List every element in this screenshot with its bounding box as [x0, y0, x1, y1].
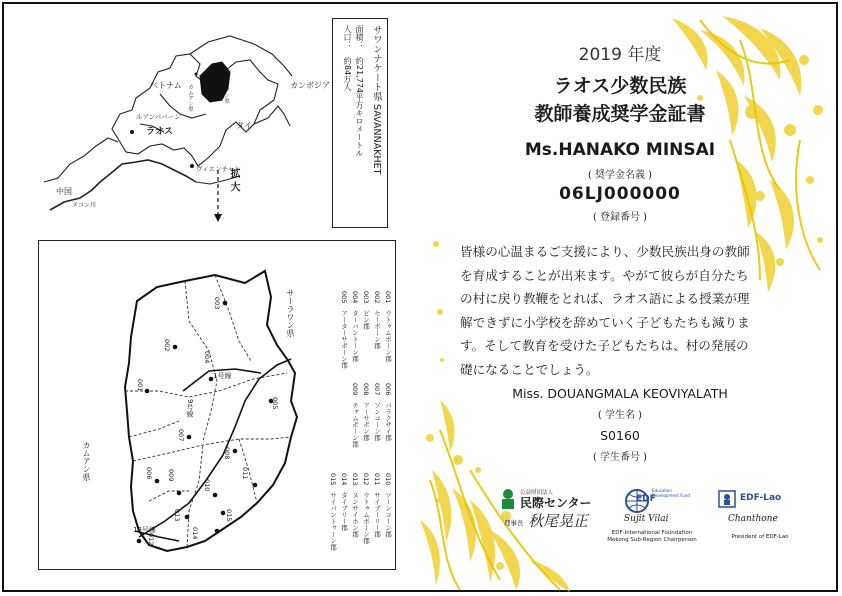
legend-014: 014 タイブリー郡 — [340, 473, 348, 531]
legend-013: 013 ヌンサイホン郡 — [351, 473, 359, 538]
legend-015: 015 サイパントゥーン郡 — [329, 473, 337, 551]
province-area: 面積： 約21,774平方キロメートル — [355, 25, 364, 157]
district-legend — [301, 291, 393, 561]
cert-title-1: ラオス少数民族 — [553, 75, 687, 97]
message-line: 礎になることでしょう。 — [460, 361, 599, 377]
label-luang: ルアンパバーン — [136, 113, 181, 121]
org1-signature: 秋尾晃正 — [528, 512, 589, 530]
student-name-caption: ( 学生名 ) — [597, 410, 643, 421]
minsai-logo-icon — [498, 488, 518, 510]
org1-small: 公益財団法人 — [520, 490, 554, 496]
district-007: 007 — [177, 429, 185, 442]
org2-caption-2: Mekong Sub-Region Chairperson — [607, 537, 697, 543]
label-thai: タイ — [236, 121, 252, 130]
district-008: 008 — [223, 447, 231, 460]
label-route9: 9号線 — [186, 399, 194, 418]
label-saravan: サーラワン県 — [286, 289, 295, 337]
org2-logo-sub: Education Development Fund — [652, 488, 690, 498]
district-001: 001 — [136, 379, 144, 392]
legend-011: 011 サイブーリー郡 — [373, 473, 381, 538]
district-012: 012 — [147, 533, 155, 546]
org3-signature: Chanthone — [728, 514, 778, 524]
cert-year-suffix: 年度 — [627, 45, 662, 65]
sponsor-caption: ( 奨学金名義 ) — [587, 170, 653, 181]
legend-009: 009 チャムポーン郡 — [351, 383, 359, 448]
province-info-box — [332, 18, 388, 228]
message-line: 皆様の心温まるご支援により、少数民族出身の教師 — [460, 244, 750, 259]
legend-007: 007 ソンコーン郡 — [373, 383, 381, 441]
org3-logo: EDF-Lao — [740, 493, 782, 503]
district-003: 003 — [213, 297, 221, 310]
label-cambodia: カンボジア — [290, 81, 330, 90]
org-edf — [606, 488, 698, 548]
org2-caption-1: EDF-International Foundation — [611, 530, 693, 536]
registration-caption: ( 登録番号 ) — [592, 212, 648, 223]
legend-010: 010 ソーンコーン郡 — [384, 473, 392, 538]
legend-012: 012 ウトゥムポーン郡 — [362, 473, 370, 544]
org2-signature: Sujit Vilai — [624, 514, 669, 524]
district-002: 002 — [163, 339, 171, 352]
district-011: 011 — [241, 467, 249, 480]
legend-006: 006 パラクサイ郡 — [384, 383, 392, 441]
label-khammouane-small: カムアン県 — [187, 84, 193, 112]
label-vientiane: ヴィエンチャン — [196, 165, 241, 173]
overview-map — [40, 14, 325, 224]
district-006: 006 — [145, 467, 153, 480]
detail-map-box — [38, 240, 396, 570]
label-laos: ラオス — [146, 127, 173, 137]
legend-003: 003 ピン郡 — [362, 291, 370, 330]
org1-role: 理事長 — [504, 519, 524, 527]
province-name: サワンナケート県 SAVANNAKHET — [371, 25, 382, 175]
province-population: 人口： 約84万人 — [343, 25, 352, 92]
cert-title-2: 教師養成奨学金証書 — [534, 103, 706, 125]
org2-logo: EDF — [636, 494, 656, 504]
student-number-caption: ( 学生番号 ) — [592, 452, 648, 463]
org3-caption: President of EDF-Lao — [731, 534, 789, 540]
legend-004: 004 ターパントーン郡 — [351, 291, 359, 362]
student-number: S0160 — [600, 428, 640, 443]
label-saravan-small: サラワン県 — [223, 76, 229, 104]
district-004: 004 — [203, 351, 211, 364]
label-vietnam: ベトナム — [150, 81, 182, 90]
district-010: 010 — [203, 479, 211, 492]
cert-year: 2019 — [578, 45, 622, 65]
message-line: す。そして教育を受けた子どもたちは、村の発展の — [460, 338, 749, 353]
org1-name: 民際センター — [520, 496, 592, 510]
message-block — [460, 240, 800, 381]
district-009: 009 — [167, 469, 175, 482]
legend-002: 002 セーポーン郡 — [373, 291, 381, 349]
label-route1: 1号線 — [213, 372, 232, 380]
district-015: 015 — [225, 509, 233, 522]
legend-001: 001 ウトゥムポーン郡 — [384, 291, 392, 362]
label-khammouane: カムアン県 — [82, 441, 91, 481]
zoom-label: 拡 大 — [228, 168, 239, 192]
edf-lao-logo-icon — [718, 490, 736, 508]
district-014: 014 — [191, 527, 199, 540]
student-name: Miss. DOUANGMALA KEOVIYALATH — [512, 386, 728, 401]
org-minsai — [498, 488, 598, 548]
certificate-heading — [420, 40, 820, 126]
label-mekong: メコン川 — [72, 202, 97, 209]
label-china: 中国 — [56, 187, 72, 196]
legend-008: 008 アーサポン郡 — [362, 383, 370, 441]
district-013: 013 — [173, 509, 181, 522]
label-route13: 13号線 — [133, 526, 156, 534]
message-line: の村に戻り教鞭をとれば、ラオス語による授業が理 — [460, 291, 750, 306]
message-line: を育成することが出来ます。やがて彼らが自分たち — [460, 267, 749, 283]
org-edf-lao — [714, 488, 806, 548]
district-005: 005 — [271, 397, 279, 410]
legend-005: 005 アーターサポーン郡 — [340, 291, 348, 369]
registration-number: 06LJ000000 — [559, 184, 681, 204]
message-line: 解できずに小学校を辞めていく子どもたちも減りま — [460, 314, 750, 330]
sponsor-name: Ms.HANAKO MINSAI — [524, 140, 716, 160]
